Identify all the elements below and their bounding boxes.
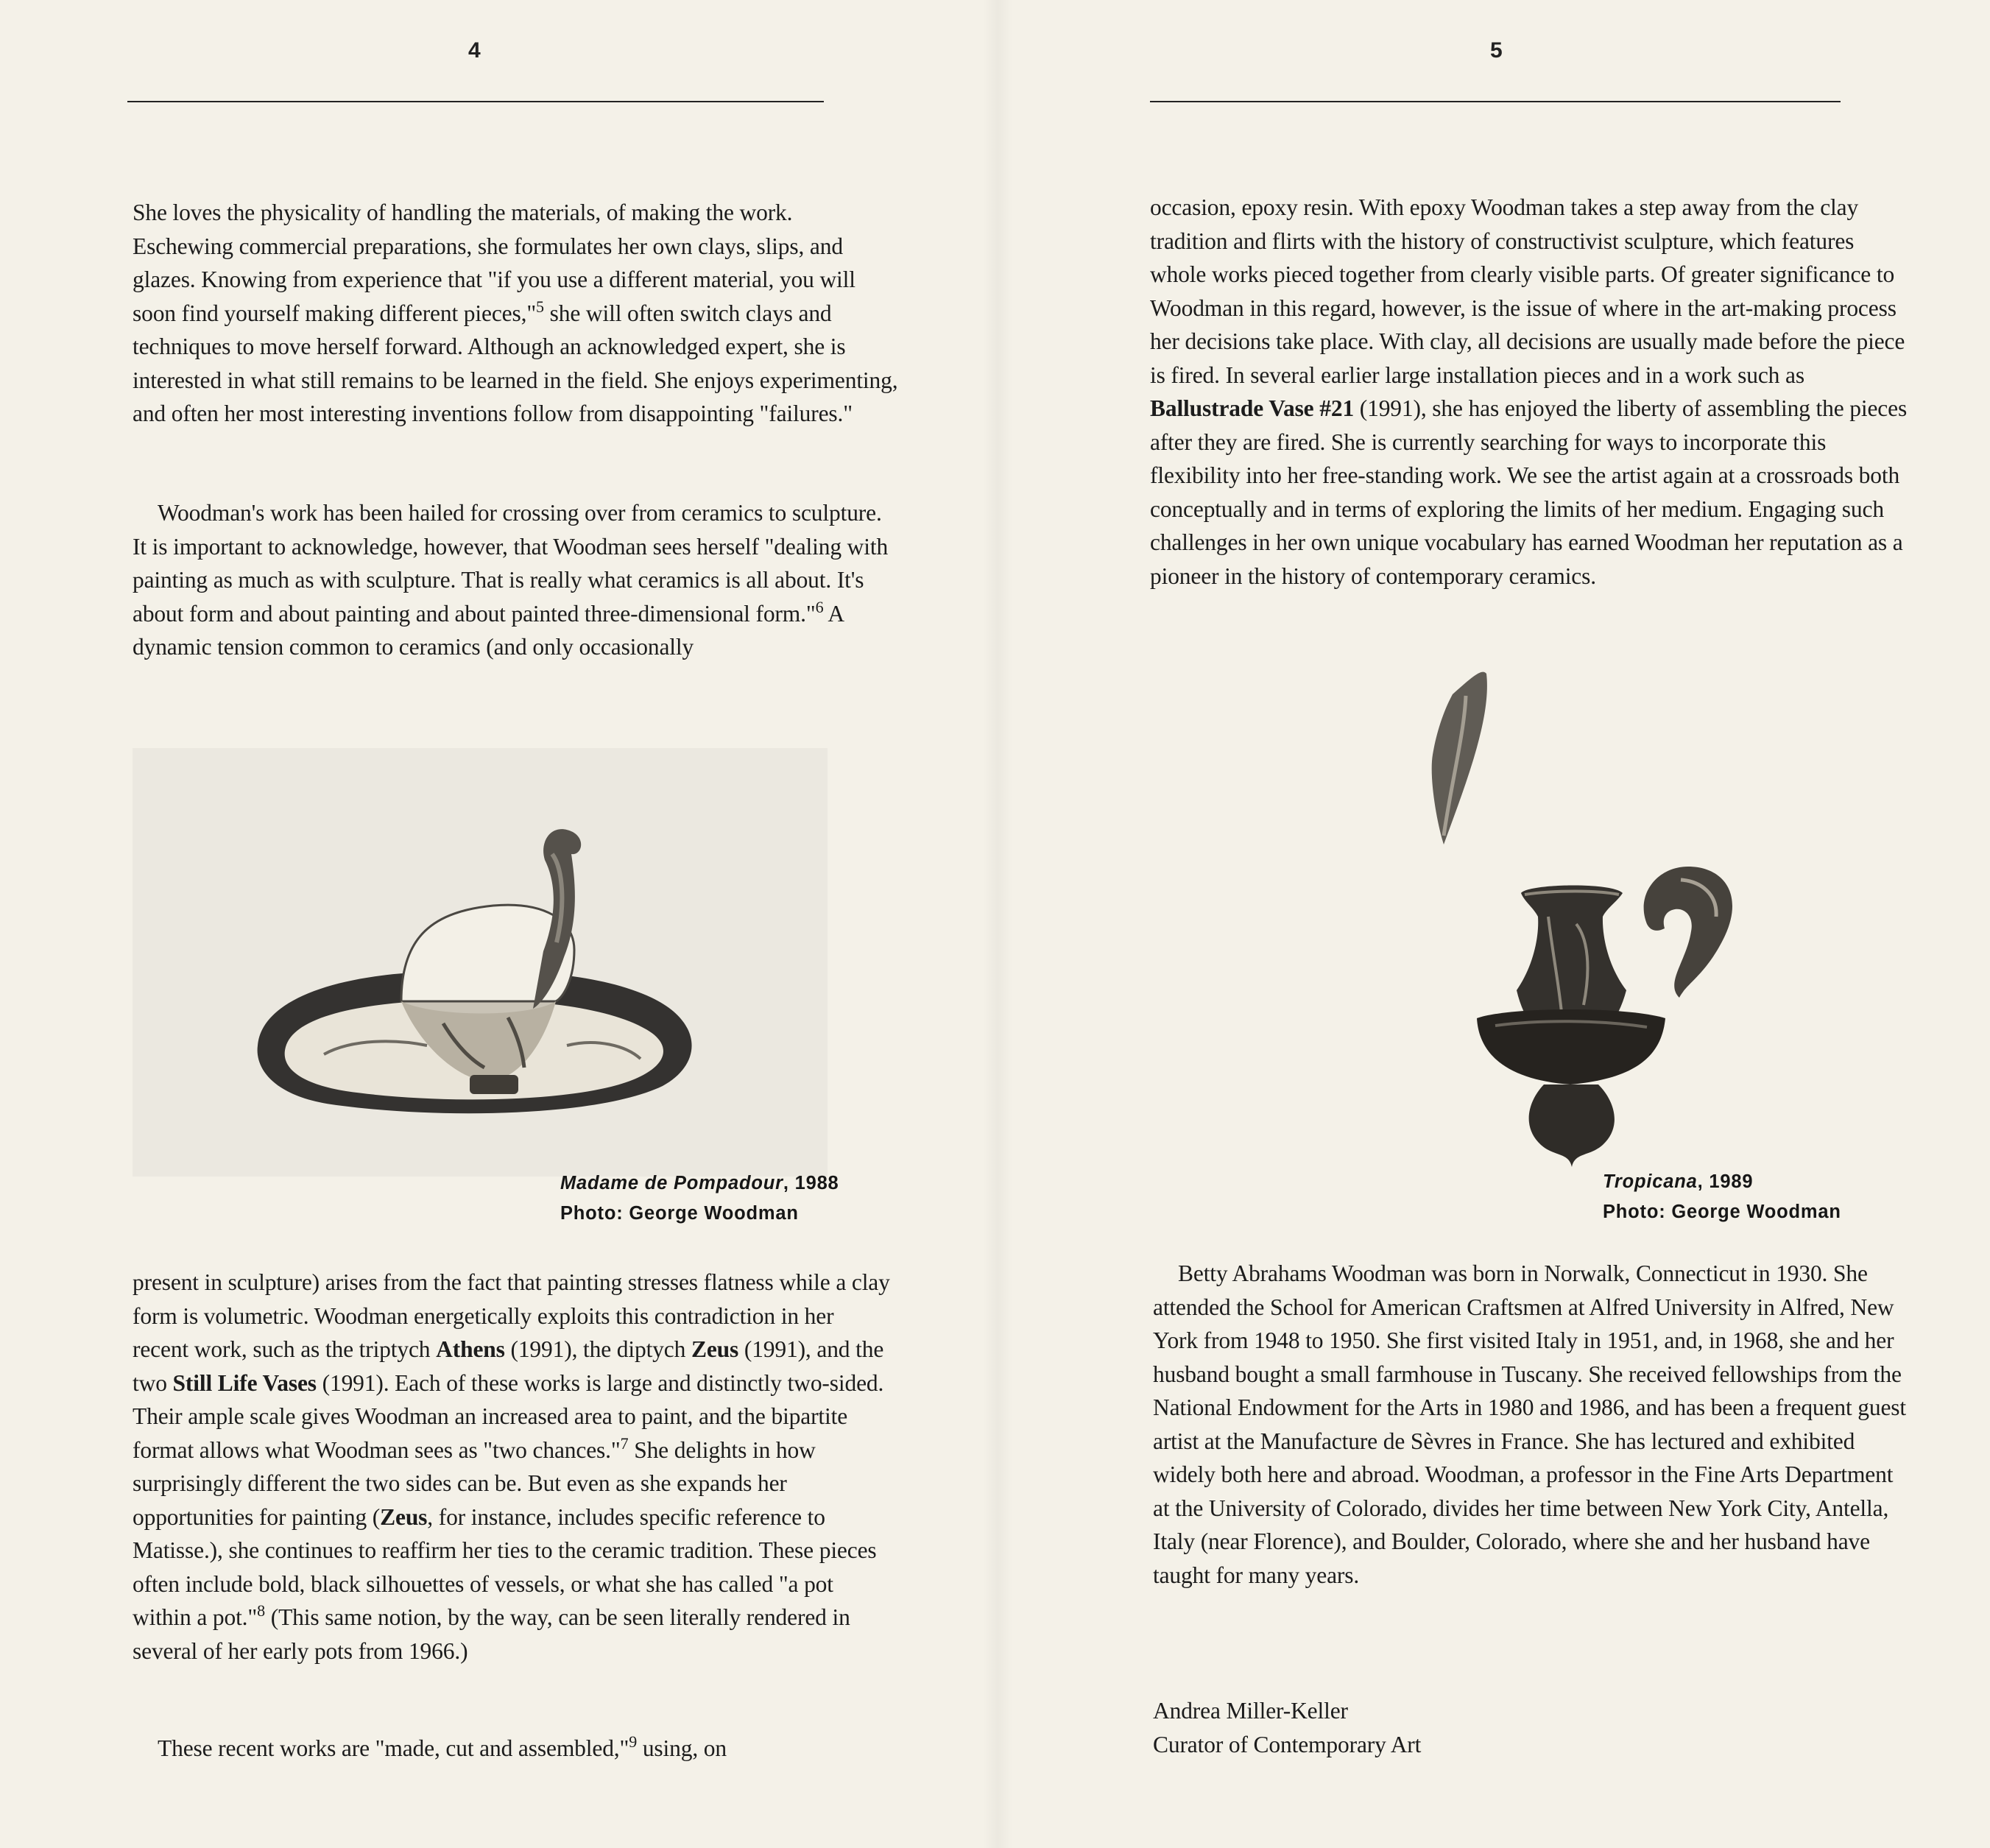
- header-rule: [127, 101, 824, 102]
- author-name: Andrea Miller-Keller: [1153, 1698, 1348, 1724]
- body-paragraph: Woodman's work has been hailed for crossing over from ceramics to sculpture. It is important to acknowledge, however, that Woodman sees herself "dealing with painting as much as with sculpture. That is really what ceramics is all about. It's about form and about painting and about painted three-dimensional form."$^6$ A dynamic tension common to ceramics (and only occasionally: [133, 500, 889, 660]
- artwork-title: Madame de Pompadour: [560, 1173, 783, 1193]
- body-paragraph: occasion, epoxy resin. With epoxy Woodman takes a step away from the clay tradition and flirts with the history of constructivist sculpture, which features whole works pieced together from clearly visible parts. Of greater significance to Woodman in this regard, however, is the issue of where in the art-making process her decisions take place. With clay, all decisions are usually made before the piece is fired. In several earlier large installation pieces and in a work such as Ballustrade Vase #21 (1991), she has enjoyed the liberty of assembling the pieces after they are fired. She is currently searching for ways to incorporate this flexibility into her free-standing work. We see the artist again at a crossroads both conceptually and in terms of exploring the limits of her medium. Engaging such challenges in her own unique vocabulary has earned Woodman her reputation as a pioneer in the history of contemporary ceramics.: [1150, 194, 1908, 589]
- right-page: [995, 0, 1990, 1848]
- footnote-ref: 6: [815, 597, 824, 616]
- figure-caption: [560, 1168, 839, 1229]
- photo-credit: Photo: George Woodman: [560, 1203, 799, 1224]
- artwork-year: , 1989: [1697, 1171, 1754, 1192]
- figure-caption: [1603, 1167, 1841, 1227]
- footnote-ref: 8: [257, 1601, 265, 1620]
- author-role: Curator of Contemporary Art: [1153, 1731, 1422, 1757]
- page-number: 4: [468, 38, 481, 63]
- body-paragraph: Betty Abrahams Woodman was born in Norwalk, Connecticut in 1930. She attended the School for American Craftsmen at Alfred University in Alfred, New York from 1948 to 1950. She first visited Italy in 1951, and, in 1968, she and her husband bought a small farmhouse in Tuscany. She received fellowships from the National Endowment for the Arts in 1980 and 1986, and has been a frequent guest artist at the Manufacture de Sèvres in France. She has lectured and exhibited widely both here and abroad. Woodman, a professor in the Fine Arts Department at the University of Colorado, divides her time between New York City, Antella, Italy (near Florence), and Boulder, Colorado, where she and her husband have taught for many years.: [1153, 1260, 1907, 1588]
- signature-block: [1153, 1694, 1816, 1761]
- body-paragraph: These recent works are "made, cut and assembled,"$^9$ using, on: [158, 1732, 727, 1761]
- photo-credit: Photo: George Woodman: [1603, 1202, 1841, 1222]
- page-number: 5: [1490, 38, 1503, 63]
- teacup-photo: [250, 825, 721, 1119]
- vase-sculpture-photo: [1377, 674, 1790, 1182]
- body-paragraph: She loves the physicality of handling the materials, of making the work. Eschewing commercial preparations, she formulates her own clays, slips, and glazes. Knowing from experience that "if you use a different material, you will soon find yourself making different pieces,"$^5$ she will often switch clays and techniques to move herself forward. Although an acknowledged expert, she is interested in what still remains to be learned in the field. She enjoys experimenting, and often her most interesting inventions follow from disappointing "failures.": [133, 200, 898, 426]
- artwork-title: Tropicana: [1603, 1171, 1698, 1192]
- body-paragraph: present in sculpture) arises from the fact that painting stresses flatness while a clay form is volumetric. Woodman energetically exploits this contradiction in her recent work, such as the triptych Athens (1991), the diptych Zeus (1991), and the two Still Life Vases (1991). Each of these works is large and distinctly two-sided. Their ample scale gives Woodman an increased area to paint, and the bipartite format allows what Woodman sees as "two chances."$^7$ She delights in how surprisingly different the two sides can be. But even as she expands her opportunities for painting (Zeus, for instance, includes specific reference to Matisse.), she continues to reaffirm her ties to the ceramic tradition. These pieces often include bold, black silhouettes of vessels, or what she has called "a pot within a pot."$^8$ (This same notion, by the way, can be seen literally rendered in several of her early pots from 1966.): [133, 1269, 890, 1664]
- footnote-ref: 5: [536, 297, 544, 316]
- footnote-ref: 7: [620, 1433, 629, 1453]
- header-rule: [1150, 101, 1841, 102]
- footnote-ref: 9: [629, 1732, 638, 1751]
- artwork-year: , 1988: [783, 1173, 839, 1193]
